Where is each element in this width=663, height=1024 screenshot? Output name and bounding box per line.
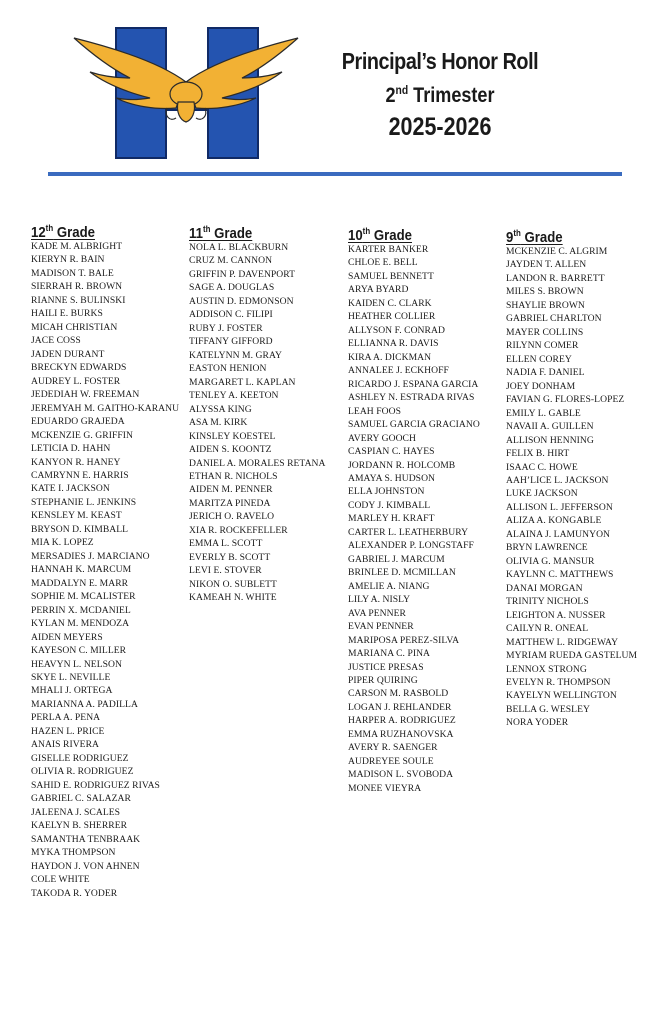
trimester-subtitle (320, 76, 561, 110)
student-name: EDUARDO GRAJEDA (31, 416, 125, 428)
student-name: RILYNN COMER (506, 340, 579, 352)
student-name: HAZEN L. PRICE (31, 725, 105, 737)
student-name: LANDON R. BARRETT (506, 272, 605, 284)
student-name: KATELYNN M. GRAY (189, 349, 283, 361)
student-name: EMMA L. SCOTT (189, 538, 263, 550)
student-name: LEVI E. STOVER (189, 565, 262, 577)
header-divider (48, 172, 622, 176)
student-name: PIPER QUIRING (348, 675, 418, 686)
school-year: 2025-2026 (388, 113, 492, 141)
grade-number: 10 (348, 227, 363, 244)
student-name: JAYDEN T. ALLEN (506, 259, 587, 271)
student-name: MADISON L. SVOBODA (348, 769, 454, 781)
grade-ordinal-suffix: th (202, 224, 211, 234)
student-name: AIDEN S. KOONTZ (189, 444, 272, 456)
student-name: BELLA G. WESLEY (506, 703, 590, 715)
student-name: ALEXANDER P. LONGSTAFF (348, 540, 474, 552)
grade-11-column (189, 220, 339, 605)
student-name: AAH’LICE L. JACKSON (506, 474, 609, 486)
student-name: HAILI E. BURKS (31, 308, 103, 320)
student-name: KIERYN R. BAIN (31, 254, 105, 266)
student-name: KYLAN M. MENDOZA (31, 618, 130, 630)
student-name: ANAIS RIVERA (31, 739, 100, 751)
student-name: MADISON T. BALE (31, 267, 114, 279)
student-name: DANAI MORGAN (506, 582, 583, 594)
student-name: ELLEN COREY (506, 353, 572, 365)
student-name: AMAYA S. HUDSON (348, 472, 436, 484)
student-name: KAYELYN WELLINGTON (506, 690, 617, 702)
eagle-wings-logo (74, 38, 298, 122)
student-name: JEDEDIAH W. FREEMAN (31, 389, 140, 401)
student-name: ALLISON HENNING (506, 434, 594, 446)
student-name: EVELYN R. THOMPSON (506, 677, 611, 688)
student-name: LETICIA D. HAHN (31, 443, 111, 455)
student-name: GRIFFIN P. DAVENPORT (189, 268, 296, 280)
student-name: RIANNE S. BULINSKI (31, 294, 126, 306)
student-name: KIRA A. DICKMAN (348, 351, 432, 363)
student-name: AVERY GOOCH (348, 432, 416, 444)
student-name: KAYLNN C. MATTHEWS (506, 569, 614, 581)
student-name: ALLISON L. JEFFERSON (506, 501, 613, 513)
student-name: CAILYN R. ONEAL (506, 623, 589, 635)
student-name: FAVIAN G. FLORES-LOPEZ (506, 394, 625, 406)
student-name: GISELLE RODRIGUEZ (31, 752, 129, 764)
student-name: SAMUEL GARCIA GRACIANO (348, 419, 480, 431)
student-name: MARGARET L. KAPLAN (189, 376, 296, 388)
student-name: FELIX B. HIRT (506, 448, 570, 460)
student-name: GABRIEL J. MARCUM (348, 553, 445, 565)
student-name: TAKODA R. YODER (31, 887, 118, 899)
student-name: LENNOX STRONG (506, 663, 587, 675)
student-name: KINSLEY KOESTEL (189, 430, 276, 442)
grade-label: Grade (210, 225, 253, 242)
student-name: BRYSON D. KIMBALL (31, 523, 129, 535)
student-name: NAVAII A. GUILLEN (506, 421, 594, 433)
student-name: STEPHANIE L. JENKINS (31, 496, 137, 508)
grade-12-column (31, 219, 181, 900)
student-name: MHALI J. ORTEGA (31, 685, 113, 697)
grade-number: 12 (31, 224, 46, 241)
student-name: EVERLY B. SCOTT (189, 551, 271, 563)
grade-ordinal-suffix: th (362, 226, 371, 236)
student-name: AIDEN MEYERS (31, 631, 103, 643)
honor-roll-title-block (300, 46, 580, 144)
student-name: KAIDEN C. CLARK (348, 297, 432, 309)
student-name: JERICH O. RAVELO (189, 511, 275, 523)
student-name: MADDALYN E. MARR (31, 577, 129, 589)
trimester-ordinal-suffix: nd (395, 83, 409, 97)
student-name: DANIEL A. MORALES RETANA (189, 457, 326, 469)
student-name: SAGE A. DOUGLAS (189, 282, 275, 294)
student-name: JEREMYAH M. GAITHO-KARANU (31, 402, 180, 414)
student-name: MYRIAM RUEDA GASTELUM (506, 650, 638, 662)
grade-9-heading (506, 224, 638, 246)
student-name: CHLOE E. BELL (348, 257, 418, 269)
student-name: MICAH CHRISTIAN (31, 321, 118, 333)
student-name: MONEE VIEYRA (348, 782, 422, 794)
student-name: KATE I. JACKSON (31, 483, 110, 495)
student-name: CAMRYNN E. HARRIS (31, 469, 129, 481)
student-name: CARSON M. RASBOLD (348, 688, 449, 700)
student-name: EMMA RUZHANOVSKA (348, 728, 454, 740)
student-name: KAELYN B. SHERRER (31, 820, 128, 832)
student-name: PERLA A. PENA (31, 712, 101, 724)
student-name: ISAAC C. HOWE (506, 461, 578, 473)
student-name: EVAN PENNER (348, 621, 414, 633)
student-name: MAYER COLLINS (506, 326, 584, 338)
student-name: SAMANTHA TENBRAAK (31, 833, 141, 845)
grade-number: 9 (506, 229, 514, 246)
student-name: MATTHEW L. RIDGEWAY (506, 636, 619, 648)
student-name: LOGAN J. REHLANDER (348, 701, 452, 713)
student-name: MARITZA PINEDA (189, 497, 271, 509)
student-name: PERRIN X. MCDANIEL (31, 604, 131, 616)
student-name: CASPIAN C. HAYES (348, 446, 435, 458)
student-name: AMELIE A. NIANG (348, 580, 430, 592)
student-name: JOEY DONHAM (506, 380, 576, 392)
student-name: KAYESON C. MILLER (31, 645, 127, 657)
student-name: GABRIEL CHARLTON (506, 313, 602, 325)
student-name: AUSTIN D. EDMONSON (189, 295, 294, 307)
student-name: NORA YODER (506, 717, 569, 729)
student-name: MYKA THOMPSON (31, 847, 116, 859)
student-name: SOPHIE M. MCALISTER (31, 591, 136, 603)
student-name: LILY A. NISLY (348, 594, 411, 606)
student-name: AVA PENNER (348, 607, 406, 619)
student-name: BRYN LAWRENCE (506, 542, 588, 554)
student-name: NIKON O. SUBLETT (189, 578, 277, 590)
student-name: HARPER A. RODRIGUEZ (348, 715, 456, 727)
student-name: ASHLEY N. ESTRADA RIVAS (348, 392, 475, 404)
student-name: ASA M. KIRK (189, 417, 248, 429)
student-name: COLE WHITE (31, 874, 90, 886)
student-name: JORDANN R. HOLCOMB (348, 459, 456, 471)
student-name: ALLYSON F. CONRAD (348, 324, 445, 336)
student-name: CARTER L. LEATHERBURY (348, 526, 469, 538)
student-name: SKYE L. NEVILLE (31, 672, 111, 683)
school-logo-eagle-h-icon (72, 24, 300, 162)
student-name: HEATHER COLLIER (348, 311, 436, 323)
student-name: KARTER BANKER (348, 244, 429, 255)
grade-10-name-list (348, 243, 498, 795)
page-title: Principal’s Honor Roll (341, 48, 539, 74)
student-name: HEAVYN L. NELSON (31, 658, 122, 670)
student-name: ALIZA A. KONGABLE (506, 515, 602, 527)
student-name: MCKENZIE G. GRIFFIN (31, 429, 133, 441)
student-name: ANNALEE J. ECKHOFF (348, 365, 449, 377)
grade-ordinal-suffix: th (513, 228, 521, 238)
grade-10-heading (348, 222, 480, 244)
grade-ordinal-suffix: th (45, 223, 54, 233)
student-name: AIDEN M. PENNER (189, 484, 273, 496)
student-name: NOLA L. BLACKBURN (189, 242, 289, 253)
student-name: JUSTICE PRESAS (348, 661, 424, 673)
student-name: RUBY J. FOSTER (189, 322, 263, 334)
student-name: MARIANA C. PINA (348, 648, 431, 660)
student-name: OLIVIA R. RODRIGUEZ (31, 766, 134, 778)
grade-11-name-list (189, 241, 339, 605)
student-name: LEIGHTON A. NUSSER (506, 609, 606, 621)
student-name: AVERY R. SAENGER (348, 742, 438, 754)
student-name: AUDREYEE SOULE (348, 755, 434, 767)
student-name: MERSADIES J. MARCIANO (31, 550, 150, 562)
student-name: MARIPOSA PEREZ-SILVA (348, 634, 460, 646)
student-name: KAMEAH N. WHITE (189, 592, 277, 604)
grade-label: Grade (370, 227, 412, 244)
trimester-label: Trimester (408, 84, 495, 107)
student-name: ARYA BYARD (348, 284, 409, 296)
student-name: MARIANNA A. PADILLA (31, 698, 138, 710)
student-name: CRUZ M. CANNON (189, 255, 273, 267)
student-name: CODY J. KIMBALL (348, 499, 431, 511)
student-name: HAYDON J. VON AHNEN (31, 860, 140, 872)
student-name: EASTON HENION (189, 363, 267, 375)
student-name: BRINLEE D. MCMILLAN (348, 567, 456, 579)
student-name: HANNAH K. MARCUM (31, 564, 132, 576)
student-name: MARLEY H. KRAFT (348, 513, 435, 525)
student-name: MCKENZIE C. ALGRIM (506, 246, 608, 257)
grade-9-column (506, 224, 656, 730)
grade-12-heading (31, 219, 163, 241)
grade-label: Grade (520, 229, 563, 246)
student-name: KANYON R. HANEY (31, 456, 121, 468)
student-name: TIFFANY GIFFORD (189, 336, 273, 348)
student-name: LEAH FOOS (348, 405, 401, 417)
student-name: ELLIANNA R. DAVIS (348, 338, 439, 350)
student-name: JADEN DURANT (31, 348, 105, 360)
student-name: EMILY L. GABLE (506, 407, 581, 419)
student-name: TRINITY NICHOLS (506, 596, 589, 608)
student-name: MIA K. LOPEZ (31, 537, 94, 549)
student-name: ELLA JOHNSTON (348, 486, 425, 498)
student-name: OLIVIA G. MANSUR (506, 555, 595, 567)
student-name: TENLEY A. KEETON (189, 390, 279, 402)
student-name: AUDREY L. FOSTER (31, 375, 121, 387)
student-name: KENSLEY M. KEAST (31, 510, 122, 522)
student-name: ALAINA J. LAMUNYON (506, 528, 611, 540)
student-name: MILES S. BROWN (506, 286, 584, 298)
grade-9-name-list (506, 245, 656, 730)
grade-11-heading (189, 220, 321, 242)
grade-12-name-list (31, 240, 181, 900)
student-name: SAMUEL BENNETT (348, 270, 434, 282)
student-name: XIA R. ROCKEFELLER (189, 524, 288, 536)
grade-number: 11 (189, 225, 203, 242)
student-name: LUKE JACKSON (506, 488, 578, 500)
student-name: BRECKYN EDWARDS (31, 362, 127, 374)
student-name: RICARDO J. ESPANA GARCIA (348, 378, 479, 390)
student-name: SIERRAH R. BROWN (31, 281, 123, 293)
student-name: JALEENA J. SCALES (31, 806, 121, 818)
student-name: ALYSSA KING (189, 403, 252, 415)
grade-10-column (348, 222, 498, 795)
student-name: SHAYLIE BROWN (506, 299, 585, 311)
student-name: GABRIEL C. SALAZAR (31, 793, 131, 805)
student-name: JACE COSS (31, 335, 81, 347)
student-name: NADIA F. DANIEL (506, 367, 585, 379)
grade-label: Grade (53, 224, 95, 241)
student-name: KADE M. ALBRIGHT (31, 241, 123, 252)
trimester-number: 2 (385, 84, 396, 107)
student-name: SAHID E. RODRIGUEZ RIVAS (31, 779, 160, 791)
student-name: ETHAN R. NICHOLS (189, 470, 278, 482)
student-name: ADDISON C. FILIPI (189, 309, 273, 321)
